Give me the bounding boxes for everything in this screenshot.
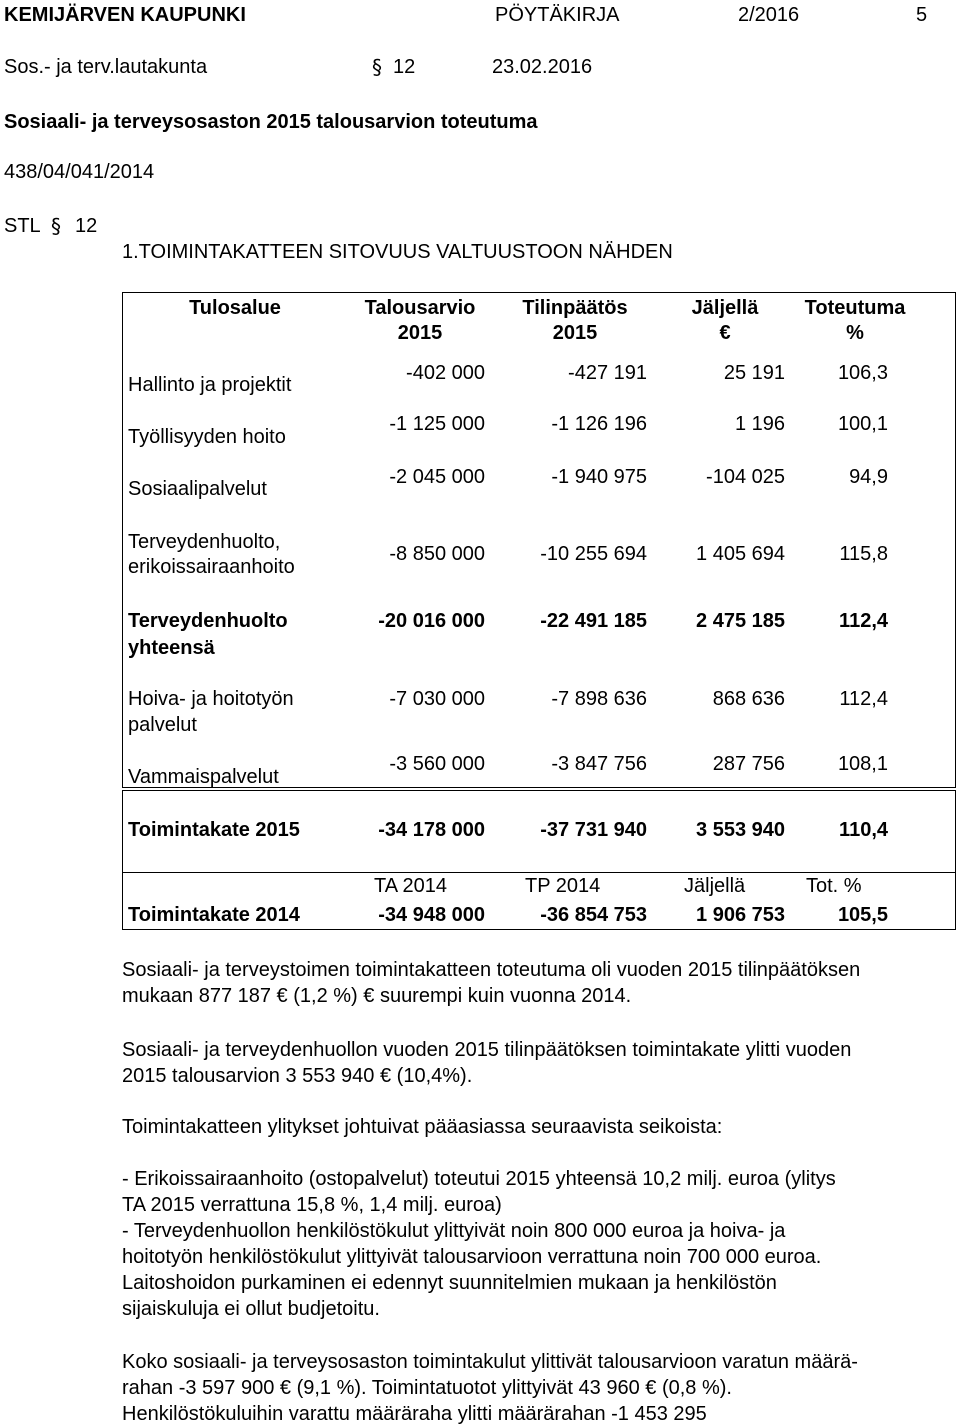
row-remaining: 1 196 <box>734 413 785 435</box>
total-2014-remaining: 1 906 753 <box>696 904 785 926</box>
row-realization: 112,4 <box>839 688 888 710</box>
col-header-remaining-unit: € <box>719 322 731 344</box>
row-area: Vammaispalvelut <box>128 766 279 788</box>
header-2014-budget: TA 2014 <box>374 875 448 897</box>
row-budget: -8 850 000 <box>389 543 485 565</box>
row-remaining: -104 025 <box>706 466 785 488</box>
row-fs: -7 898 636 <box>551 688 647 710</box>
paragraph <box>122 1349 956 1427</box>
row-realization: 106,3 <box>837 362 888 384</box>
row-realization: 112,4 <box>839 610 888 632</box>
row-remaining: 1 405 694 <box>696 543 785 565</box>
paragraph-line: - Terveydenhuollon henkilöstökulut ylittyivät noin 800 000 euroa ja hoiva- ja <box>122 1220 786 1242</box>
paragraph <box>122 1037 956 1089</box>
stl-label: STL <box>4 215 41 237</box>
paragraph-line: Toimintakatteen ylitykset johtuivat pääasiassa seuraavista seikoista: <box>122 1116 723 1138</box>
paragraph-line: Koko sosiaali- ja terveysosaston toimintakulut ylittivät talousarvioon varatun määrä- <box>122 1351 858 1373</box>
row-area: Terveydenhuolto, <box>128 531 281 553</box>
total-2015-fs: -37 731 940 <box>540 819 647 841</box>
row-realization: 115,8 <box>839 543 888 565</box>
total-2015-realization: 110,4 <box>839 819 888 841</box>
row-fs: -1 126 196 <box>551 413 647 435</box>
meeting-date: 23.02.2016 <box>492 56 593 78</box>
row-area: Hallinto ja projektit <box>128 374 292 396</box>
row-fs: -22 491 185 <box>540 610 647 632</box>
row-realization: 94,9 <box>849 466 888 488</box>
row-budget: -7 030 000 <box>389 688 485 710</box>
doc-type: PÖYTÄKIRJA <box>495 4 620 26</box>
page-title: Sosiaali- ja terveysosaston 2015 talousarvion toteutuma <box>4 111 538 133</box>
col-header-budget: Talousarvio <box>364 297 476 319</box>
record-number: 438/04/041/2014 <box>4 161 155 183</box>
divider-line <box>122 872 956 873</box>
row-budget: -402 000 <box>406 362 485 384</box>
row-remaining: 2 475 185 <box>696 610 785 632</box>
row-area: Hoiva- ja hoitotyön <box>128 688 294 710</box>
row-area-line2: erikoissairaanhoito <box>128 556 295 578</box>
stl-section-sign: § <box>51 214 61 238</box>
row-area: Terveydenhuolto <box>128 610 288 632</box>
org-name: KEMIJÄRVEN KAUPUNKI <box>4 4 246 26</box>
header-2014-remaining: Jäljellä <box>684 875 746 897</box>
paragraph-line: Henkilöstökuluihin varattu määräraha ylitti määrärahan -1 453 295 <box>122 1403 707 1425</box>
page-number: 5 <box>916 4 928 26</box>
col-header-area: Tulosalue <box>189 297 281 319</box>
col-header-remaining: Jäljellä <box>691 297 759 319</box>
section-sign: § <box>372 55 382 79</box>
row-area-line2: yhteensä <box>128 637 215 659</box>
row-realization: 108,1 <box>837 753 888 775</box>
stl-number: 12 <box>75 215 98 237</box>
committee: Sos.- ja terv.lautakunta <box>4 56 208 78</box>
row-remaining: 868 636 <box>712 688 785 710</box>
paragraph <box>122 957 956 1009</box>
section-number: 12 <box>393 56 416 78</box>
paragraph-line: TA 2015 verrattuna 15,8 %, 1,4 milj. euroa) <box>122 1194 502 1216</box>
paragraph-line: rahan -3 597 900 € (9,1 %). Toimintatuotot ylittyivät 43 960 € (0,8 %). <box>122 1377 732 1399</box>
paragraph-line: Sosiaali- ja terveydenhuollon vuoden 2015 tilinpäätöksen toimintakate ylitti vuoden <box>122 1039 852 1061</box>
col-header-realization: Toteutuma <box>804 297 906 319</box>
row-fs: -10 255 694 <box>540 543 647 565</box>
col-header-fs-year: 2015 <box>552 322 598 344</box>
row-budget: -1 125 000 <box>389 413 485 435</box>
paragraph <box>122 1114 956 1140</box>
total-2014-fs: -36 854 753 <box>540 904 647 926</box>
row-budget: -3 560 000 <box>389 753 485 775</box>
total-2015-remaining: 3 553 940 <box>696 819 785 841</box>
col-header-budget-year: 2015 <box>397 322 443 344</box>
col-header-fs: Tilinpäätös <box>522 297 628 319</box>
table-heading: 1.TOIMINTAKATTEEN SITOVUUS VALTUUSTOON NÄHDEN <box>122 241 673 263</box>
paragraph-line: Sosiaali- ja terveystoimen toimintakatteen toteutuma oli vuoden 2015 tilinpäätöksen <box>122 959 861 981</box>
row-fs: -3 847 756 <box>551 753 647 775</box>
paragraph <box>122 1166 956 1322</box>
total-2015-label: Toimintakate 2015 <box>128 819 300 841</box>
row-fs: -427 191 <box>568 362 647 384</box>
total-2014-realization: 105,5 <box>837 904 888 926</box>
row-remaining: 25 191 <box>723 362 785 384</box>
paragraph-line: - Erikoissairaanhoito (ostopalvelut) toteutui 2015 yhteensä 10,2 milj. euroa (ylitys <box>122 1168 836 1190</box>
row-budget: -20 016 000 <box>378 610 485 632</box>
doc-number: 2/2016 <box>738 4 800 26</box>
total-2015-budget: -34 178 000 <box>378 819 485 841</box>
row-budget: -2 045 000 <box>389 466 485 488</box>
col-header-realization-unit: % <box>846 322 864 344</box>
row-area: Työllisyyden hoito <box>128 426 286 448</box>
paragraph-line: sijaiskuluja ei ollut budjetoitu. <box>122 1298 380 1320</box>
row-area: Sosiaalipalvelut <box>128 478 267 500</box>
paragraph-line: 2015 talousarvion 3 553 940 € (10,4%). <box>122 1065 473 1087</box>
header-2014-realization: Tot. % <box>806 875 862 897</box>
row-fs: -1 940 975 <box>551 466 647 488</box>
header-2014-fs: TP 2014 <box>525 875 601 897</box>
row-area-line2: palvelut <box>128 714 197 736</box>
paragraph-line: Laitoshoidon purkaminen ei edennyt suunnitelmien mukaan ja henkilöstön <box>122 1272 777 1294</box>
row-remaining: 287 756 <box>712 753 785 775</box>
paragraph-line: hoitotyön henkilöstökulut ylittyivät talousarvioon verrattuna noin 700 000 euroa. <box>122 1246 822 1268</box>
row-realization: 100,1 <box>837 413 888 435</box>
total-2014-label: Toimintakate 2014 <box>128 904 300 926</box>
paragraph-line: mukaan 877 187 € (1,2 %) € suurempi kuin vuonna 2014. <box>122 985 632 1007</box>
total-2014-budget: -34 948 000 <box>378 904 485 926</box>
